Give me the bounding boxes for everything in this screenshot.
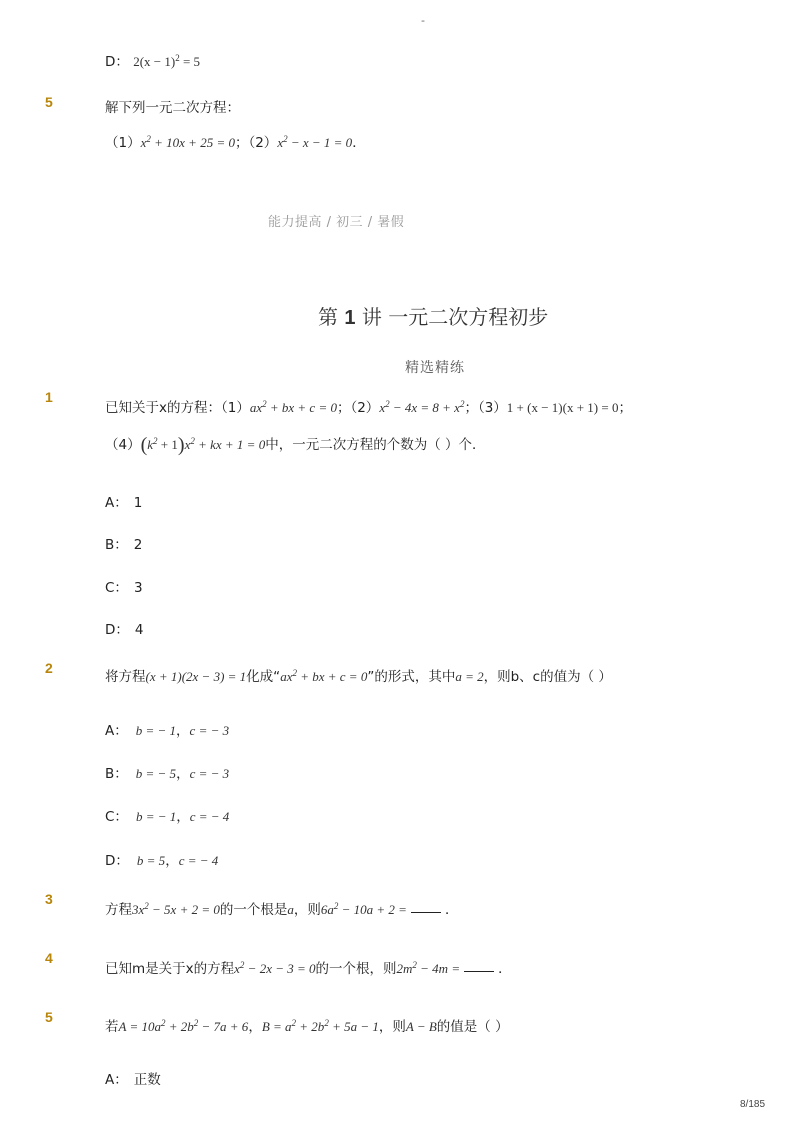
option-a[interactable]: A： 正数 [105,1072,161,1088]
answer-blank[interactable] [464,969,494,972]
question-number: 3 [45,891,53,907]
section-subtitle: 精选精练 [405,360,465,376]
question-number: 5 [45,1009,53,1025]
question-text: 将方程(x + 1)(2x − 3) = 1化成“$ax^2$ + bx + c = 0”的形式，其中a = 2，则b、c的值为（ ） [105,668,612,685]
question-text: 已知关于x的方程：$(1)ax^2$ + bx + c = 0；$(2)x^2 - 4x = 8 + x^2$；（3）1 + (x − 1)(x + 1) = 0； [105,399,632,416]
question-text: 解下列一元二次方程： [105,100,240,116]
math-expr: $2(x - 1)^2 = 5$ [133,53,201,69]
question-text: 方程$3x^2 - 5x + 2 = 0$的一个根是a，则$6a^2 - 10a + 2$ = ． [105,901,459,918]
option-b[interactable]: B： 2 [105,537,143,553]
question-text: 若$A = 10a^2 + 2b^2 - 7a + 6$，$B = a^2 + 2b^2 + 5a - 1$，则A − B的值是（ ） [105,1018,509,1035]
question-number: 5 [45,94,53,110]
option-c[interactable]: C： b = − 1，c = − 4 [105,809,230,825]
page-number: 8/185 [740,1099,766,1110]
option-a[interactable]: A： 1 [105,495,143,511]
option-label: D： [105,54,129,70]
question-number: 4 [45,950,53,966]
question-number: 2 [45,660,53,676]
breadcrumb: 能力提高 / 初三 / 暑假 [268,215,405,230]
question-text: $(4)(k^2 + 1)x^2$ + kx + 1 = 0中，一元二次方程的个数为（ ）个． [105,434,486,456]
top-mark: - [421,14,425,27]
option-b[interactable]: B： b = − 5，c = − 3 [105,766,230,782]
question-text: 已知m是关于x的方程$x^2 - 2x - 3 = 0$的一个根，则$2m^2 - 4m$ = ． [105,960,512,977]
question-number: 1 [45,389,53,405]
option-a[interactable]: A： b = − 1，c = − 3 [105,723,230,739]
option-d[interactable]: D： 4 [105,622,144,638]
question-text: $(1)x^2 + 10x + 25 = 0$；$(2)x^2 - x - 1 = 0$． [105,134,366,151]
answer-blank[interactable] [411,910,441,913]
prev-option-d[interactable] [105,50,200,70]
page-title: 第 1 讲 一元二次方程初步 [318,305,549,329]
option-d[interactable]: D： b = 5，c = − 4 [105,853,219,869]
option-c[interactable]: C： 3 [105,580,143,596]
